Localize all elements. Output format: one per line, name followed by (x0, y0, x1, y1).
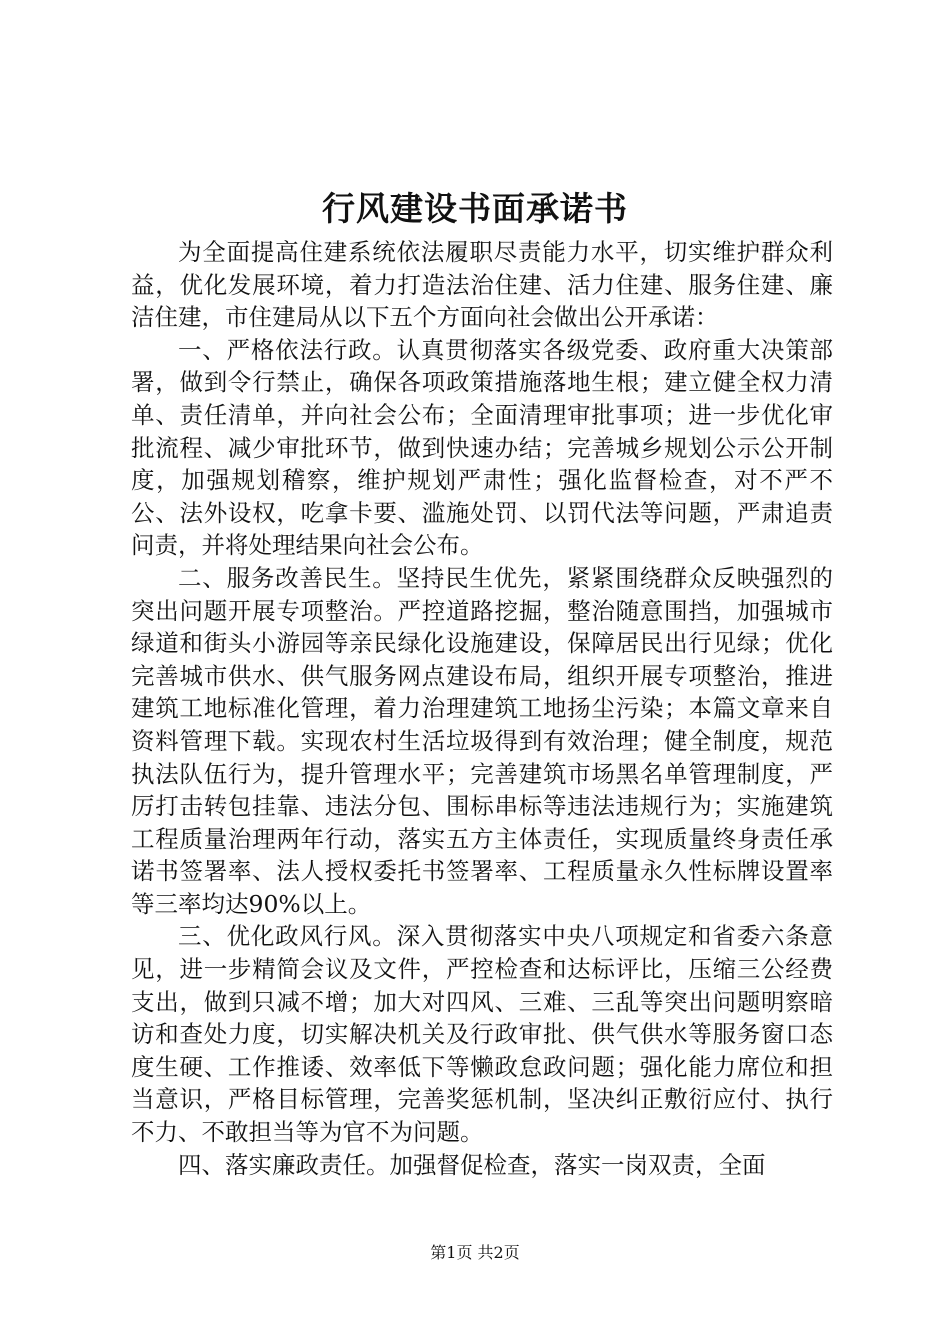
paragraph-section-1: 一、严格依法行政。认真贯彻落实各级党委、政府重大决策部署，做到令行禁止，确保各项政策措施落地生根；建立健全权力清单、责任清单，并向社会公布；全面清理审批事项；进一步优化审批流程、减少审批环节，做到快速办结；完善城乡规划公示公开制度，加强规划稽察，维护规划严肃性；强化监督检查，对不严不公、法外设权，吃拿卡要、滥施处罚、以罚代法等问题，严肃追责问责，并将处理结果向社会公布。 (131, 335, 833, 560)
paragraph-intro: 为全面提高住建系统依法履职尽责能力水平，切实维护群众利益，优化发展环境，着力打造法治住建、活力住建、服务住建、廉洁住建，市住建局从以下五个方面向社会做出公开承诺： (131, 238, 833, 332)
document-body (131, 236, 833, 1181)
paragraph-section-2: 二、服务改善民生。坚持民生优先，紧紧围绕群众反映强烈的突出问题开展专项整治。严控道路挖掘，整治随意围挡，加强城市绿道和街头小游园等亲民绿化设施建设，保障居民出行见绿；优化完善城市供水、供气服务网点建设布局，组织开展专项整治，推进建筑工地标准化管理，着力治理建筑工地扬尘污染；本篇文章来自资料管理下载。实现农村生活垃圾得到有效治理；健全制度，规范执法队伍行为，提升管理水平；完善建筑市场黑名单管理制度，严厉打击转包挂靠、违法分包、围标串标等违法违规行为；实施建筑工程质量治理两年行动，落实五方主体责任，实现质量终身责任承诺书签署率、法人授权委托书签署率、工程质量永久性标牌设置率等三率均达90%以上。 (131, 563, 833, 918)
document-title: 行风建设书面承诺书 (322, 189, 628, 228)
page-number-footer: 第1页 共2页 (430, 1243, 520, 1262)
paragraph-section-4: 四、落实廉政责任。加强督促检查，落实一岗双责，全面 (178, 1150, 766, 1179)
paragraph-section-3: 三、优化政风行风。深入贯彻落实中央八项规定和省委六条意见，进一步精简会议及文件，严控检查和达标评比，压缩三公经费支出，做到只减不增；加大对四风、三难、三乱等突出问题明察暗访和查处力度，切实解决机关及行政审批、供气供水等服务窗口态度生硬、工作推诿、效率低下等懒政怠政问题；强化能力席位和担当意识，严格目标管理，完善奖惩机制，坚决纠正敷衍应付、执行不力、不敢担当等为官不为问题。 (131, 922, 833, 1147)
